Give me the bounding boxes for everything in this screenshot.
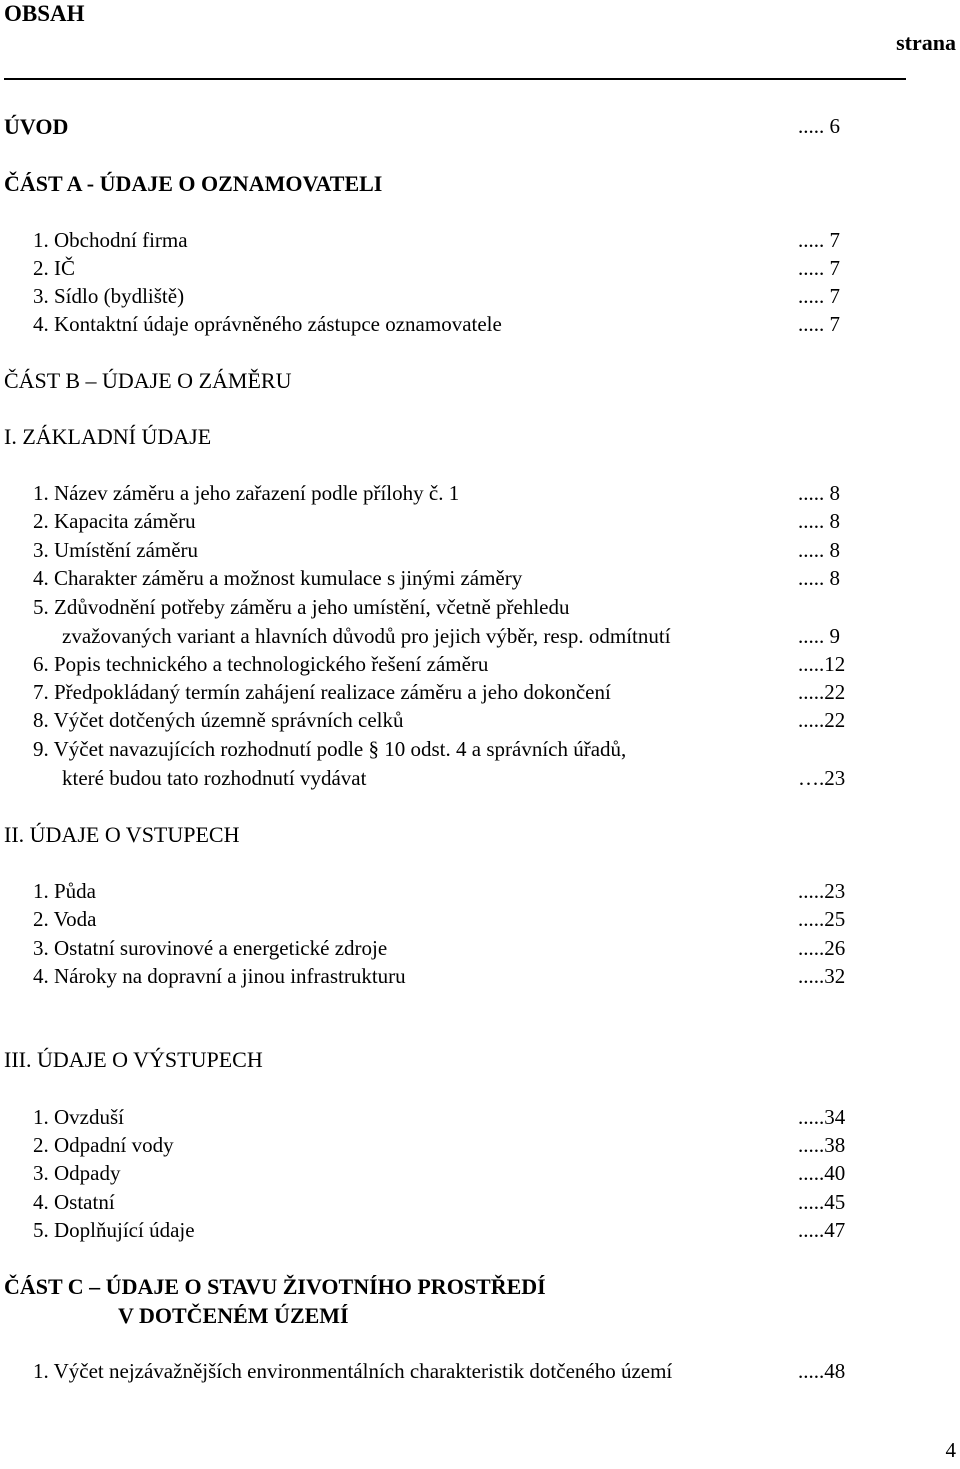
toc-item-page: ..... 8 [798, 509, 840, 533]
part-a-heading: ČÁST A - ÚDAJE O OZNAMOVATELI [4, 171, 383, 196]
toc-item-page: .....32 [798, 964, 846, 988]
part-c-heading-line2: V DOTČENÉM ÚZEMÍ [118, 1303, 349, 1328]
toc-item-label: 5. Zdůvodnění potřeby záměru a jeho umístění, včetně přehledu [33, 595, 570, 619]
toc-item-page: .....12 [798, 652, 846, 676]
toc-item-page: .....40 [798, 1161, 846, 1185]
toc-item-label: 4. Ostatní [33, 1190, 115, 1214]
toc-item-page: .....48 [798, 1359, 846, 1383]
toc-item-page: ….23 [798, 766, 846, 790]
toc-item-label: 7. Předpokládaný termín zahájení realizace záměru a jeho dokončení [33, 680, 611, 704]
toc-item-page: .....45 [798, 1190, 846, 1214]
toc-item-page: .....25 [798, 907, 846, 931]
toc-item-page: ..... 8 [798, 566, 840, 590]
toc-item-label: zvažovaných variant a hlavních důvodů pro jejich výběr, resp. odmítnutí [62, 624, 671, 648]
toc-item-label: 9. Výčet navazujících rozhodnutí podle § 10 odst. 4 a správních úřadů, [33, 737, 627, 761]
toc-item-label: 2. Kapacita záměru [33, 509, 196, 533]
uvod-heading: ÚVOD [4, 114, 69, 139]
toc-item-page: ..... 7 [798, 284, 840, 308]
toc-item-label: 3. Sídlo (bydliště) [33, 284, 185, 308]
section-i-heading: I. ZÁKLADNÍ ÚDAJE [4, 424, 212, 449]
toc-item-page: ..... 7 [798, 256, 840, 280]
toc-item-label: 3. Ostatní surovinové a energetické zdroje [33, 936, 388, 960]
toc-item-page: ..... 7 [798, 312, 840, 336]
toc-item-label: 4. Nároky na dopravní a jinou infrastrukturu [33, 964, 406, 988]
toc-item-page: ..... 7 [798, 228, 840, 252]
part-c-heading: ČÁST C – ÚDAJE O STAVU ŽIVOTNÍHO PROSTŘEDÍ [4, 1274, 546, 1299]
toc-item-label: 2. IČ [33, 256, 75, 280]
toc-item-page: .....26 [798, 936, 846, 960]
page-number: 4 [945, 1438, 956, 1462]
toc-item-label: 1. Výčet nejzávažnějších environmentálních charakteristik dotčeného území [33, 1359, 673, 1383]
document-title: OBSAH [4, 1, 85, 26]
toc-item-label: 1. Půda [33, 879, 96, 903]
toc-item-page: .....22 [798, 680, 846, 704]
toc-item-label: 2. Voda [33, 907, 97, 931]
toc-item-label: 4. Kontaktní údaje oprávněného zástupce oznamovatele [33, 312, 502, 336]
toc-item-label: 1. Název záměru a jeho zařazení podle přílohy č. 1 [33, 481, 460, 505]
toc-item-label: 5. Doplňující údaje [33, 1218, 195, 1242]
toc-item-label: 3. Umístění záměru [33, 538, 199, 562]
toc-item-page: ..... 9 [798, 624, 840, 648]
toc-item-page: .....23 [798, 879, 846, 903]
toc-item-page: ..... 8 [798, 481, 840, 505]
toc-item-label: 6. Popis technického a technologického řešení záměru [33, 652, 489, 676]
section-iii-heading: III. ÚDAJE O VÝSTUPECH [4, 1047, 263, 1072]
header-rule [4, 78, 906, 80]
page-column-header: strana [896, 30, 956, 55]
toc-item-page: .....34 [798, 1105, 846, 1129]
toc-item-label: 4. Charakter záměru a možnost kumulace s jinými záměry [33, 566, 523, 590]
toc-item-page: .....47 [798, 1218, 846, 1242]
toc-item-label: 1. Ovzduší [33, 1105, 124, 1129]
section-ii-heading: II. ÚDAJE O VSTUPECH [4, 822, 240, 847]
toc-item-label: 2. Odpadní vody [33, 1133, 174, 1157]
toc-item-label: 1. Obchodní firma [33, 228, 188, 252]
toc-item-page: ..... 8 [798, 538, 840, 562]
toc-item-label: které budou tato rozhodnutí vydávat [62, 766, 367, 790]
toc-item-label: 3. Odpady [33, 1161, 121, 1185]
uvod-page: ..... 6 [798, 114, 840, 138]
toc-item-page: .....38 [798, 1133, 846, 1157]
part-b-heading: ČÁST B – ÚDAJE O ZÁMĚRU [4, 368, 292, 393]
toc-item-label: 8. Výčet dotčených územně správních celků [33, 708, 404, 732]
toc-item-page: .....22 [798, 708, 846, 732]
